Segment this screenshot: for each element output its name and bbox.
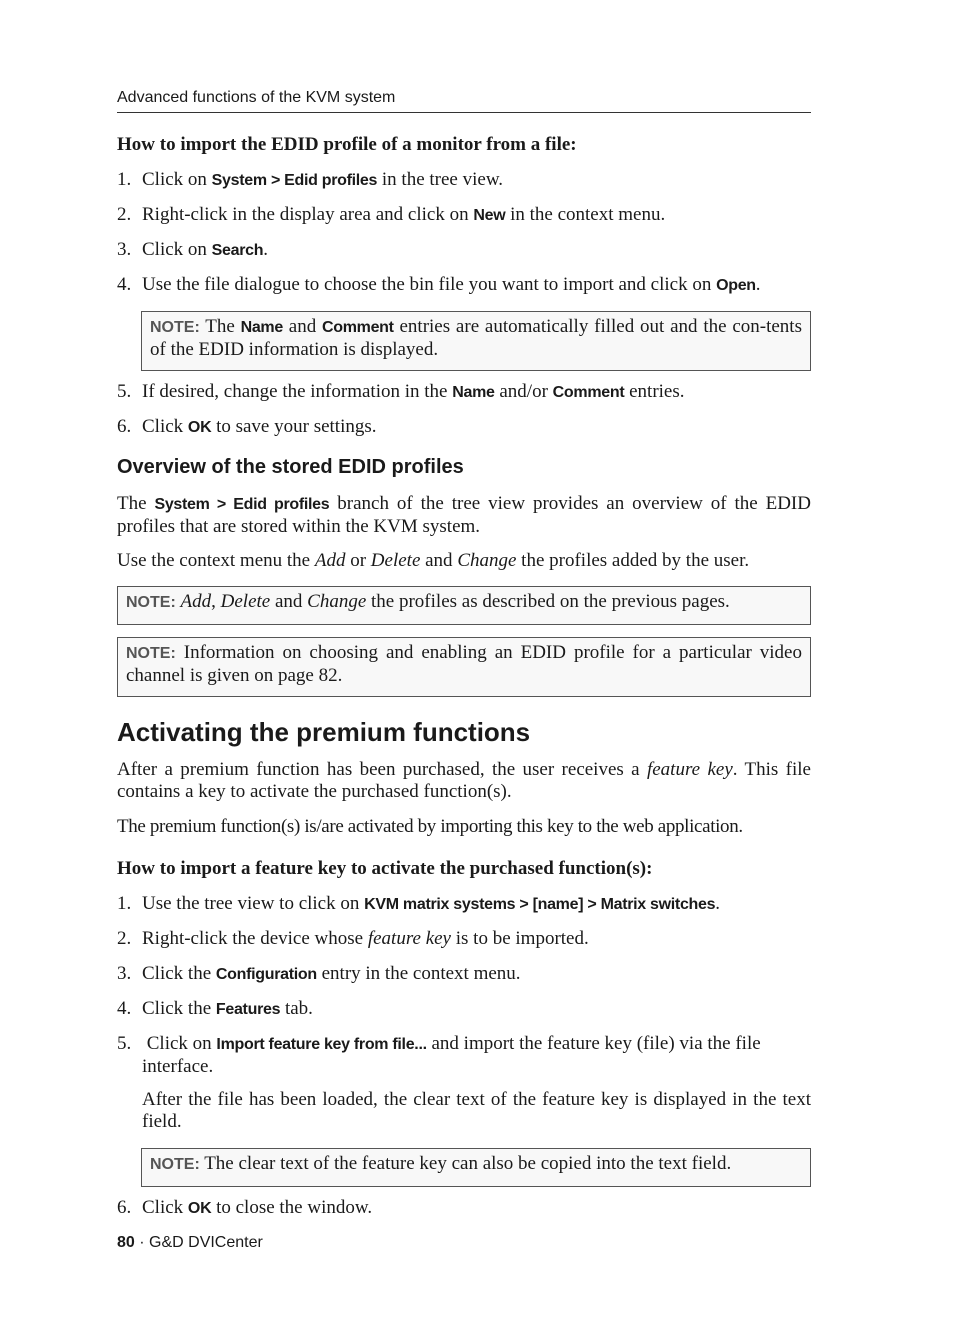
note-box: NOTE: The Name and Comment entries are automatically filled out and the con-tents of the EDID information is displayed. [141, 311, 811, 371]
premium-intro-paragraph: After a premium function has been purchased, the user receives a feature key. This file contains a key to activate the purchased function(s). [117, 759, 811, 802]
list-item: 1. Click on System > Edid profiles in the tree view. [117, 169, 504, 190]
list-item: 1. Use the tree view to click on KVM matrix systems > [name] > Matrix switches. [117, 893, 720, 914]
ui-term: Open [716, 277, 756, 294]
overview-heading: Overview of the stored EDID profiles [117, 456, 464, 478]
header-divider [117, 112, 811, 113]
note-box: NOTE: Information on choosing and enabling an EDID profile for a particular video channel is given on page 82. [117, 637, 811, 697]
list-item: 3. Click the Configuration entry in the context menu. [117, 963, 521, 984]
list-item: 2. Right-click the device whose feature key is to be imported. [117, 928, 589, 949]
ui-term: System > Edid profiles [211, 172, 378, 189]
running-header: Advanced functions of the KVM system [117, 89, 396, 106]
overview-paragraph: The System > Edid profiles branch of the tree view provides an overview of the EDID profiles that are stored within the KVM system. [117, 493, 811, 537]
list-item: 4. Use the file dialogue to choose the bin file you want to import and click on Open. [117, 274, 761, 295]
note-label: NOTE: [126, 594, 176, 611]
ui-term: New [473, 207, 506, 224]
context-menu-paragraph: Use the context menu the Add or Delete and Change the profiles added by the user. [117, 550, 750, 571]
after-load-paragraph: After the file has been loaded, the clear text of the feature key is displayed in the text field. [142, 1089, 811, 1132]
note-label: NOTE: [150, 1156, 200, 1173]
list-item: 4. Click the Features tab. [117, 998, 313, 1019]
list-item: 2. Right-click in the display area and click on New in the context menu. [117, 204, 666, 225]
page-footer: 80 · G&D DVICenter [117, 1234, 263, 1251]
list-item: 6. Click OK to close the window. [117, 1197, 373, 1218]
page-number: 80 [117, 1234, 135, 1251]
list-item: 5. If desired, change the information in the Name and/or Comment entries. [117, 381, 685, 402]
note-box: NOTE: Add, Delete and Change the profiles as described on the previous pages. [117, 586, 811, 625]
list-item: 3. Click on Search. [117, 239, 268, 260]
import-edid-heading: How to import the EDID profile of a monitor from a file: [117, 134, 577, 155]
feature-key-heading: How to import a feature key to activate the purchased function(s): [117, 858, 653, 879]
list-item: 5. Click on Import feature key from file... and import the feature key (file) via the file interface. [117, 1033, 766, 1077]
ui-term: Search [211, 242, 264, 259]
footer-title: G&D DVICenter [149, 1234, 263, 1251]
note-box: NOTE: The clear text of the feature key can also be copied into the text field. [141, 1148, 811, 1187]
list-item: 6. Click OK to save your settings. [117, 416, 377, 437]
premium-heading: Activating the premium functions [117, 717, 531, 747]
note-label: NOTE: [150, 319, 200, 336]
note-label: NOTE: [126, 645, 176, 662]
premium-activation-paragraph: The premium function(s) is/are activated by importing this key to the web application. [117, 816, 743, 837]
